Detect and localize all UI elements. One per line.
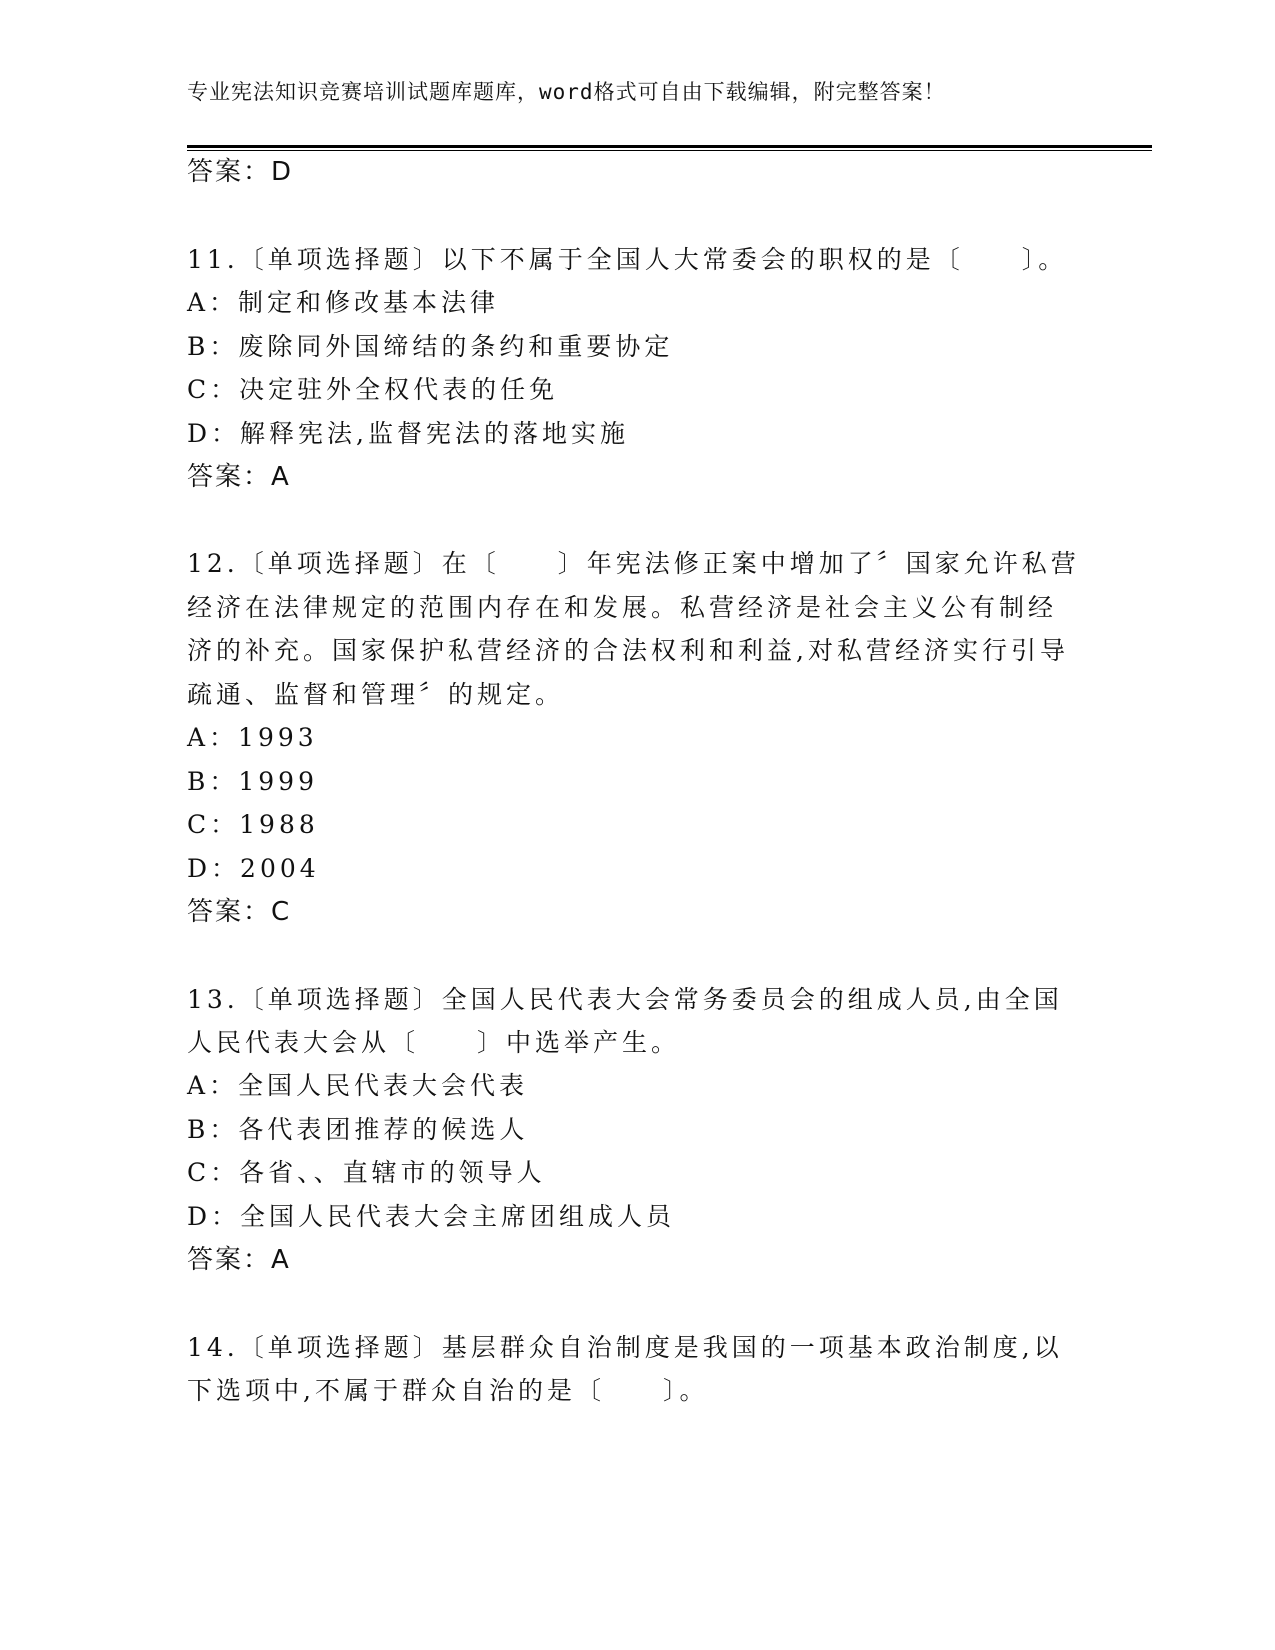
question-12-text-line-3: 济的补充。国家保护私营经济的合法权利和利益,对私营经济实行引导 (187, 636, 1069, 665)
previous-answer: 答案：D (187, 157, 294, 187)
question-13-option-a: A：全国人民代表大会代表 (187, 1071, 529, 1100)
question-13-text-line-1: 13.〔单项选择题〕全国人民代表大会常务委员会的组成人员,由全国 (187, 985, 1063, 1014)
question-12-option-a: A：1993 (187, 723, 318, 752)
question-14-text-line-1: 14.〔单项选择题〕基层群众自治制度是我国的一项基本政治制度,以 (187, 1333, 1063, 1362)
header-rule (187, 145, 1152, 148)
question-12-text-line-4: 疏通、监督和管理〞的规定。 (187, 680, 565, 709)
question-11-option-a: A：制定和修改基本法律 (187, 288, 500, 317)
question-11-option-d: D：解释宪法,监督宪法的落地实施 (187, 419, 629, 448)
question-12-option-d: D：2004 (187, 854, 320, 883)
question-14-text-line-2: 下选项中,不属于群众自治的是〔 〕。 (187, 1376, 709, 1405)
header-rule-thin (187, 150, 1152, 151)
question-13-option-c: C：各省、、直辖市的领导人 (187, 1158, 546, 1187)
question-12-text-line-1: 12.〔单项选择题〕在〔 〕年宪法修正案中增加了〞国家允许私营 (187, 549, 1080, 578)
question-11-text: 11.〔单项选择题〕以下不属于全国人大常委会的职权的是〔 〕。 (187, 245, 1068, 274)
question-12-answer: 答案：C (187, 897, 292, 927)
question-12-text-line-2: 经济在法律规定的范围内存在和发展。私营经济是社会主义公有制经 (187, 593, 1058, 622)
question-13-option-d: D：全国人民代表大会主席团组成人员 (187, 1202, 676, 1231)
question-11-option-c: C：决定驻外全权代表的任免 (187, 375, 559, 404)
question-13-option-b: B：各代表团推荐的候选人 (187, 1115, 529, 1144)
question-13-text-line-2: 人民代表大会从〔 〕中选举产生。 (187, 1028, 681, 1057)
question-11-answer: 答案：A (187, 462, 291, 492)
question-11-option-b: B：废除同外国缔结的条约和重要协定 (187, 332, 674, 361)
question-13-answer: 答案：A (187, 1245, 291, 1275)
question-12-option-b: B：1999 (187, 767, 318, 796)
question-12-option-c: C：1988 (187, 810, 319, 839)
header-title: 专业宪法知识竞赛培训试题库题库，word格式可自由下载编辑，附完整答案！ (187, 80, 946, 104)
